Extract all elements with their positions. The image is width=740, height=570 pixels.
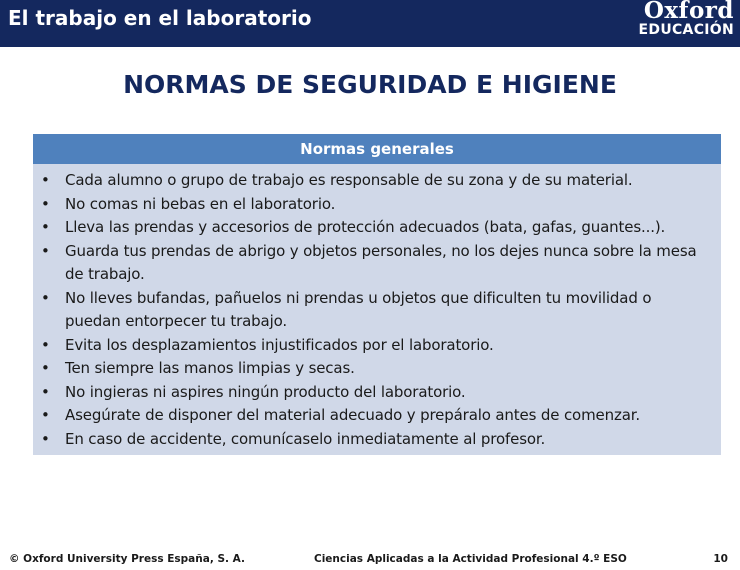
bullet-icon: • <box>41 288 50 307</box>
section-title: El trabajo en el laboratorio <box>8 6 312 30</box>
top-bar <box>0 0 740 47</box>
rule-item <box>41 357 707 381</box>
rules-table <box>33 134 721 455</box>
rule-text: No comas ni bebas en el laboratorio. <box>65 194 336 213</box>
bullet-icon: • <box>41 171 50 189</box>
rule-text: Asegúrate de disponer del material adecuado y prepáralo antes de comenzar. <box>65 406 640 424</box>
bullet-icon: • <box>41 429 50 448</box>
footer-page-number: 10 <box>713 553 728 565</box>
bullet-icon: • <box>41 218 50 236</box>
bullet-icon: • <box>41 241 50 260</box>
rule-text: Evita los desplazamientos injustificados por el laboratorio. <box>65 335 494 354</box>
rule-text: Cada alumno o grupo de trabajo es responsable de su zona y de su material. <box>65 171 633 189</box>
rule-item <box>41 216 707 240</box>
rule-text: No ingieras ni aspires ningún producto del laboratorio. <box>65 382 466 401</box>
rule-text: Guarda tus prendas de abrigo y objetos personales, no los dejes nunca sobre la mesa de trabajo. <box>65 241 697 283</box>
rule-text: No lleves bufandas, pañuelos ni prendas u objetos que dificulten tu movilidad o puedan entorpecer tu trabajo. <box>65 288 652 330</box>
table-header: Normas generales <box>33 134 721 164</box>
bullet-icon: • <box>41 194 50 213</box>
bullet-icon: • <box>41 406 50 424</box>
rule-item <box>41 240 707 287</box>
rule-text: Ten siempre las manos limpias y secas. <box>65 359 355 377</box>
bullet-icon: • <box>41 359 50 377</box>
rules-list <box>41 169 707 451</box>
rule-item <box>41 193 707 217</box>
rule-item <box>41 287 707 334</box>
footer-course: Ciencias Aplicadas a la Actividad Profesional 4.º ESO <box>314 553 627 565</box>
footer-copyright: © Oxford University Press España, S. A. <box>9 553 245 565</box>
rule-text: Lleva las prendas y accesorios de protección adecuados (bata, gafas, guantes...). <box>65 218 666 236</box>
rule-item <box>41 334 707 358</box>
rule-item <box>41 381 707 405</box>
rule-item <box>41 404 707 428</box>
bullet-icon: • <box>41 382 50 401</box>
rule-item <box>41 428 707 452</box>
bullet-icon: • <box>41 335 50 354</box>
table-body <box>33 164 721 455</box>
brand-name: Oxford <box>643 0 734 24</box>
rule-text: En caso de accidente, comunícaselo inmediatamente al profesor. <box>65 429 546 448</box>
oxford-logo <box>639 0 734 38</box>
brand-subtitle: EDUCACIÓN <box>638 22 734 38</box>
rule-item <box>41 169 707 193</box>
page-title: NORMAS DE SEGURIDAD E HIGIENE <box>123 70 617 99</box>
